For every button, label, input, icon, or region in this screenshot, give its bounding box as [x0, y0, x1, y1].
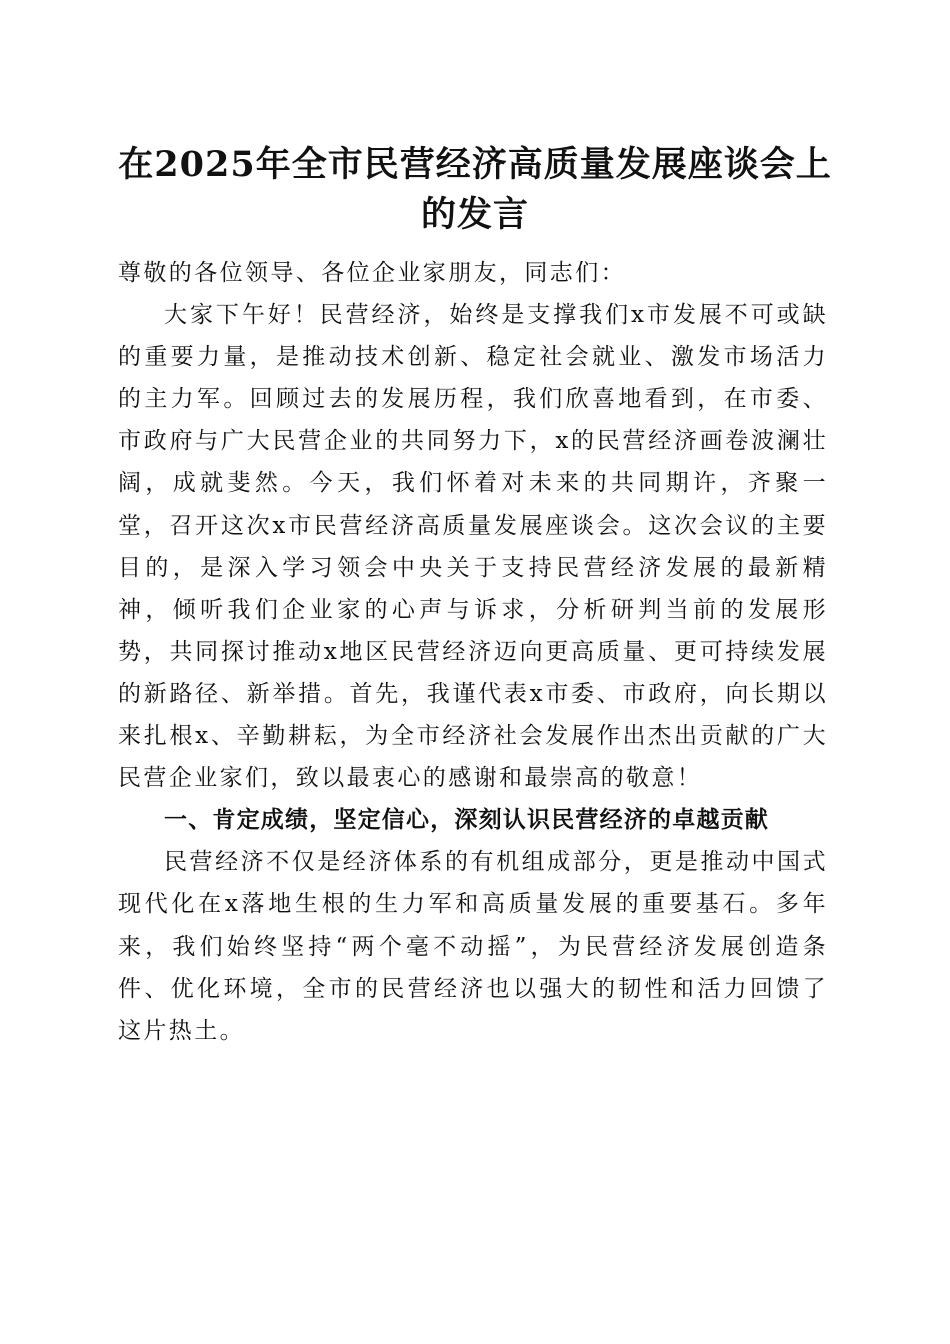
opening-paragraph: 大家下午好！民营经济，始终是支撑我们x市发展不可或缺的重要力量，是推动技术创新、稳定社会就业、激发市场活力的主力军。回顾过去的发展历程，我们欣喜地看到，在市委、市政府与广大民营企业的共同努力下，x的民营经济画卷波澜壮阔，成就斐然。今天，我们怀着对未来的共同期许，齐聚一堂，召开这次x市民营经济高质量发展座谈会。这次会议的主要目的，是深入学习领会中央关于支持民营经济发展的最新精神，倾听我们企业家的心声与诉求，分析研判当前的发展形势，共同探讨推动x地区民营经济迈向更高质量、更可持续发展的新路径、新举措。首先，我谨代表x市委、市政府，向长期以来扎根x、辛勤耕耘，为全市经济社会发展作出杰出贡献的广大民营企业家们，致以最衷心的感谢和最崇高的敬意！	[118, 302, 828, 792]
section-heading-1: 一、肯定成绩，坚定信心，深刻认识民营经济的卓越贡献	[164, 807, 769, 834]
section-1-paragraph: 民营经济不仅是经济体系的有机组成部分，更是推动中国式现代化在x落地生根的生力军和高质量发展的重要基石。多年来，我们始终坚持“两个毫不动摇”，为民营经济发展创造条件、优化环境，全市的民营经济也以强大的韧性和活力回馈了这片热土。	[118, 849, 828, 1044]
salutation: 尊敬的各位领导、各位企业家朋友，同志们：	[118, 260, 626, 286]
document-body	[118, 252, 828, 1052]
document-title-line-1: 在2025年全市民营经济高质量发展座谈会上	[118, 144, 832, 185]
document-title	[100, 140, 850, 240]
document-title-line-2: 的发言	[420, 194, 529, 235]
